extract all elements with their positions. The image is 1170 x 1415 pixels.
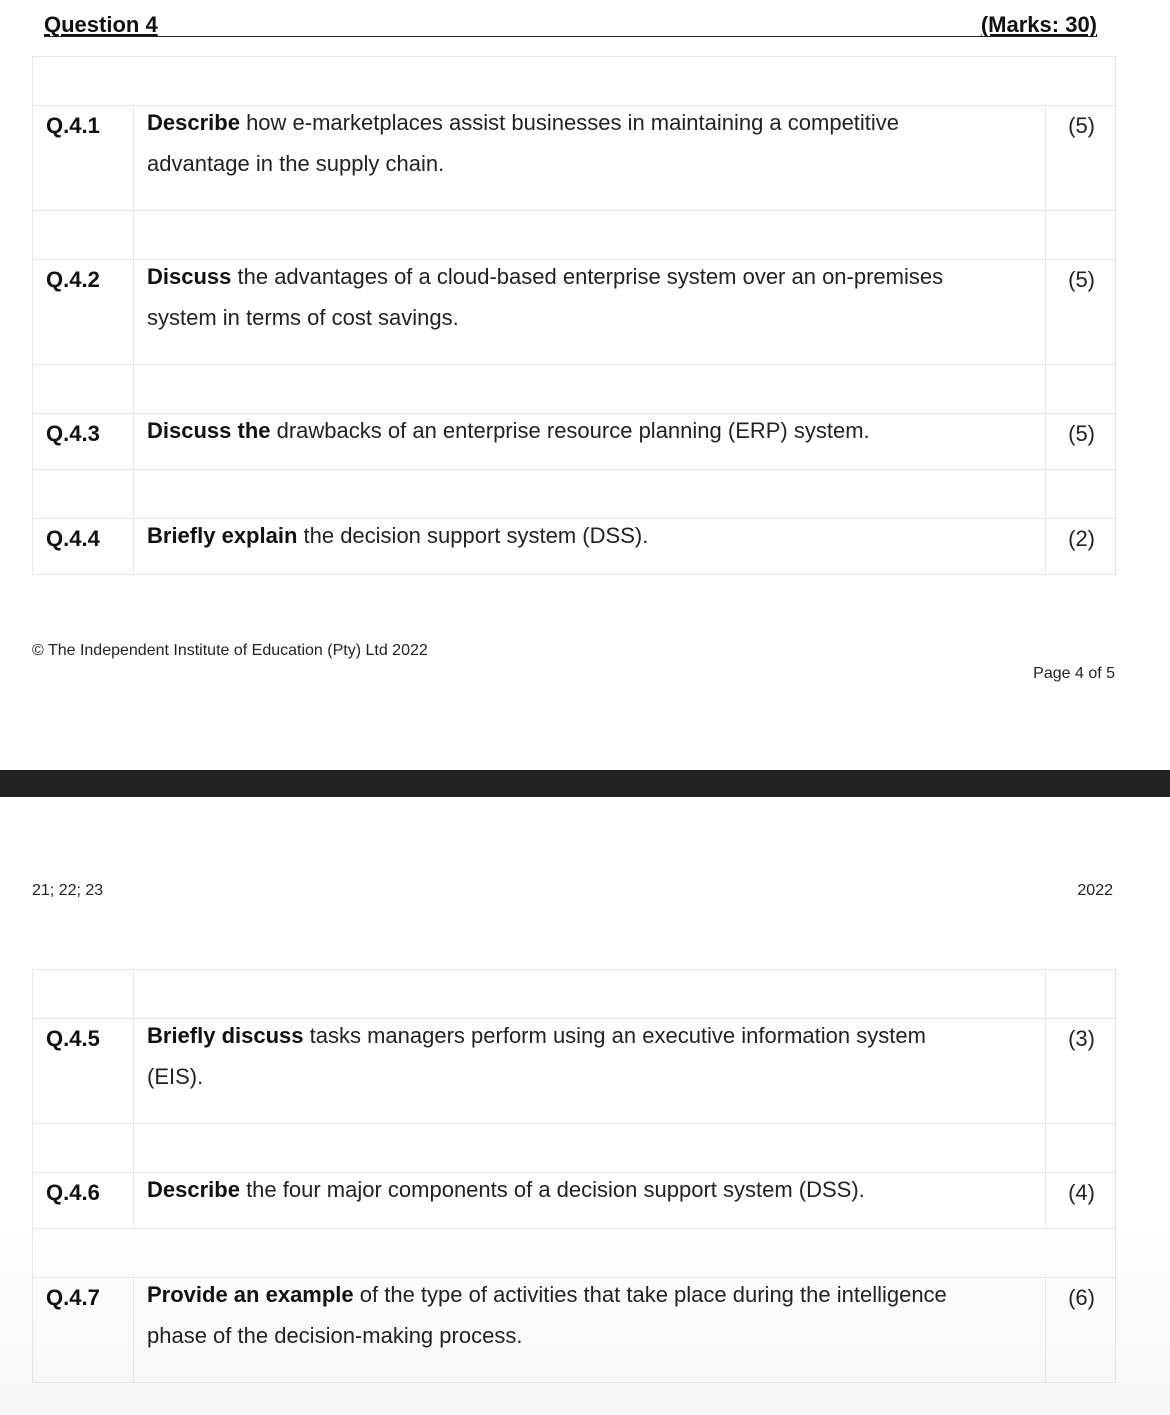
- question-body: the advantages of a cloud-based enterprise system over an on-premises: [231, 264, 944, 289]
- question-body: of the type of activities that take place during the intelligence: [353, 1282, 947, 1307]
- question-row-4-1: [33, 106, 1116, 211]
- question-text: [134, 414, 1046, 470]
- question-marks: (5): [1046, 106, 1116, 211]
- question-row-4-5: [33, 1019, 1116, 1124]
- question-title: Question 4: [44, 12, 158, 37]
- question-number: Q.4.3: [33, 414, 134, 470]
- table-spacer-cell: [33, 211, 134, 260]
- question-header: [44, 6, 1097, 37]
- question-marks: (4): [1046, 1173, 1116, 1229]
- question-text: [134, 1173, 1046, 1229]
- question-marks: (6): [1046, 1278, 1116, 1383]
- page-header-right: 2022: [1077, 882, 1113, 899]
- question-body-line2: system in terms of cost savings.: [147, 305, 459, 330]
- question-body: tasks managers perform using an executive information system: [303, 1023, 926, 1048]
- question-text: [134, 519, 1046, 575]
- question-keyword: Briefly discuss: [147, 1023, 304, 1048]
- questions-table-page-4: [32, 56, 1116, 575]
- question-body-line2: phase of the decision-making process.: [147, 1323, 523, 1348]
- table-spacer-cell: [33, 1124, 134, 1173]
- table-spacer-cell: [33, 365, 134, 414]
- question-text: [134, 260, 1046, 365]
- question-body: the decision support system (DSS).: [297, 523, 649, 548]
- question-row-4-7: [33, 1278, 1116, 1383]
- document-page-5: [0, 797, 1170, 1415]
- question-text: [134, 1019, 1046, 1124]
- copyright-footer: © The Independent Institute of Education (Pty) Ltd 2022: [32, 642, 428, 659]
- question-number: Q.4.5: [33, 1019, 134, 1124]
- table-spacer-cell: [1046, 365, 1116, 414]
- question-keyword: Describe: [147, 1177, 240, 1202]
- question-body: drawbacks of an enterprise resource planning (ERP) system.: [270, 418, 870, 443]
- question-number: Q.4.1: [33, 106, 134, 211]
- question-body-line2: advantage in the supply chain.: [147, 151, 445, 176]
- question-keyword: Discuss the: [147, 418, 271, 443]
- table-spacer-cell: [33, 970, 134, 1019]
- marks-total: (Marks: 30): [980, 12, 1097, 37]
- questions-table-page-5: [32, 969, 1116, 1383]
- question-body: how e-marketplaces assist businesses in maintaining a competitive: [239, 110, 900, 135]
- page-divider: [0, 770, 1170, 797]
- question-number: Q.4.2: [33, 260, 134, 365]
- question-number: Q.4.4: [33, 519, 134, 575]
- table-spacer-cell: [1046, 470, 1116, 519]
- question-text: [134, 106, 1046, 211]
- table-spacer-cell: [1046, 970, 1116, 1019]
- table-spacer-cell: [1046, 211, 1116, 260]
- question-keyword: Discuss: [147, 264, 232, 289]
- question-row-4-2: [33, 260, 1116, 365]
- question-body-line2: (EIS).: [147, 1064, 204, 1089]
- table-spacer-cell: [1046, 1124, 1116, 1173]
- question-keyword: Provide an example: [147, 1282, 354, 1307]
- question-row-4-4: [33, 519, 1116, 575]
- question-marks: (5): [1046, 260, 1116, 365]
- question-row-4-6: [33, 1173, 1116, 1229]
- question-row-4-3: [33, 414, 1116, 470]
- question-body: the four major components of a decision support system (DSS).: [239, 1177, 865, 1202]
- table-spacer-cell: [33, 470, 134, 519]
- page-number: Page 4 of 5: [1033, 665, 1115, 682]
- question-marks: (2): [1046, 519, 1116, 575]
- page-header-left: 21; 22; 23: [32, 882, 104, 899]
- question-keyword: Describe: [147, 110, 240, 135]
- question-text: [134, 1278, 1046, 1383]
- question-number: Q.4.7: [33, 1278, 134, 1383]
- question-marks: (3): [1046, 1019, 1116, 1124]
- question-keyword: Briefly explain: [147, 523, 298, 548]
- question-number: Q.4.6: [33, 1173, 134, 1229]
- question-marks: (5): [1046, 414, 1116, 470]
